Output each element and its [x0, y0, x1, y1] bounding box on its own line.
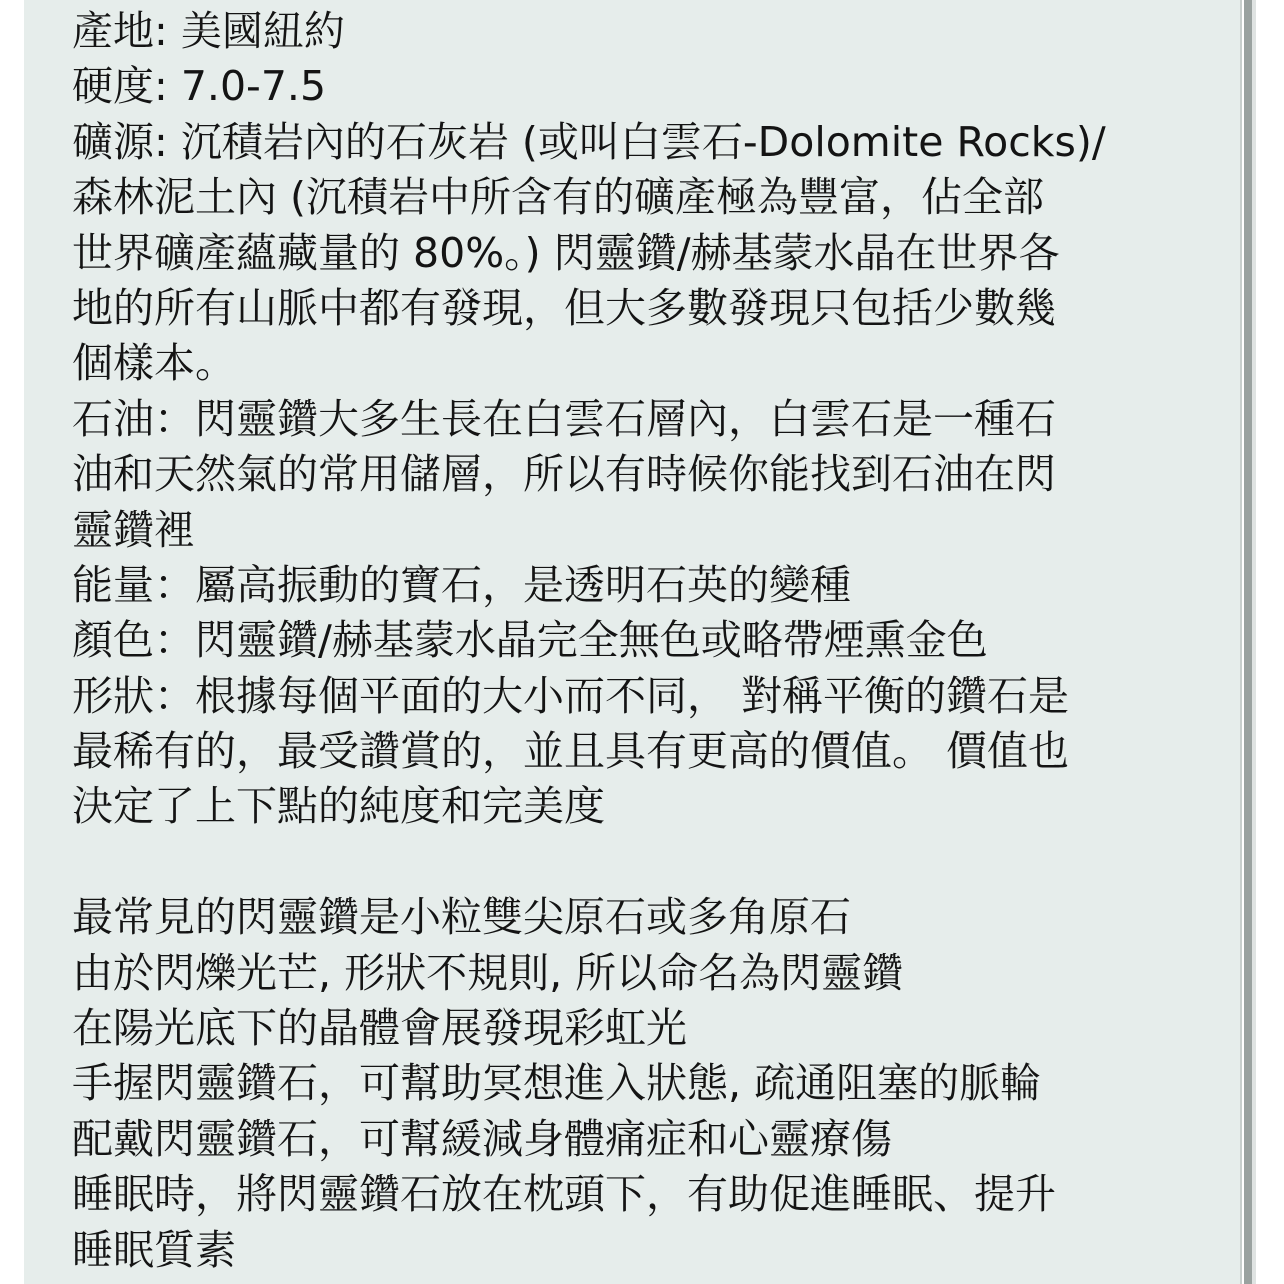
note-text — [72, 4, 1222, 1278]
text-line-source: 礦源: 沉積岩內的石灰岩 (或叫白雲石-Dolomite Rocks)/ — [72, 117, 1106, 166]
text-line-sleep: 睡眠時，將閃靈鑽石放在枕頭下，有助促進睡眠、提升 — [72, 1170, 1056, 1219]
blank-line — [72, 835, 1222, 890]
text-line-shape: 形狀：根據每個平面的大小而不同， 對稱平衡的鑽石是 — [72, 671, 1070, 720]
text-line-source-5: 個樣本。 — [72, 339, 236, 388]
text-line-source-4: 地的所有山脈中都有發現，但大多數發現只包括少數幾 — [72, 283, 1056, 332]
scrollbar[interactable] — [1244, 0, 1252, 1284]
text-line-meditation: 手握閃靈鑽石，可幫助冥想進入狀態, 疏通阻塞的脈輪 — [72, 1059, 1042, 1108]
text-line-rainbow: 在陽光底下的晶體會展發現彩虹光 — [72, 1004, 687, 1053]
text-line-color: 顏色：閃靈鑽/赫基蒙水晶完全無色或略帶煙熏金色 — [72, 616, 988, 665]
text-line-common: 最常見的閃靈鑽是小粒雙尖原石或多角原石 — [72, 893, 851, 942]
text-line-wearing: 配戴閃靈鑽石，可幫緩減身體痛症和心靈療傷 — [72, 1114, 892, 1163]
text-line-oil-2: 油和天然氣的常用儲層，所以有時候你能找到石油在閃 — [72, 450, 1056, 499]
text-line-sleep-2: 睡眠質素 — [72, 1225, 236, 1274]
text-line-naming: 由於閃爍光芒, 形狀不規則, 所以命名為閃靈鑽 — [72, 948, 904, 997]
text-line-oil: 石油：閃靈鑽大多生長在白雲石層內，白雲石是一種石 — [72, 394, 1056, 443]
text-line-oil-3: 靈鑽裡 — [72, 505, 195, 554]
text-line-shape-3: 決定了上下點的純度和完美度 — [72, 782, 605, 831]
text-line-energy: 能量：屬高振動的寶石，是透明石英的變種 — [72, 560, 851, 609]
text-line-hardness: 硬度: 7.0-7.5 — [72, 62, 327, 111]
scrollbar-edge — [1252, 0, 1256, 1284]
text-line-source-2: 森林泥土內 (沉積岩中所含有的礦產極為豐富，佔全部 — [72, 173, 1045, 222]
text-line-shape-2: 最稀有的，最受讚賞的，並且具有更高的價值。 價值也 — [72, 727, 1070, 776]
text-line-source-3: 世界礦產蘊藏量的 80%。) 閃靈鑽/赫基蒙水晶在世界各 — [72, 228, 1060, 277]
text-line-origin: 產地: 美國紐約 — [72, 7, 345, 55]
